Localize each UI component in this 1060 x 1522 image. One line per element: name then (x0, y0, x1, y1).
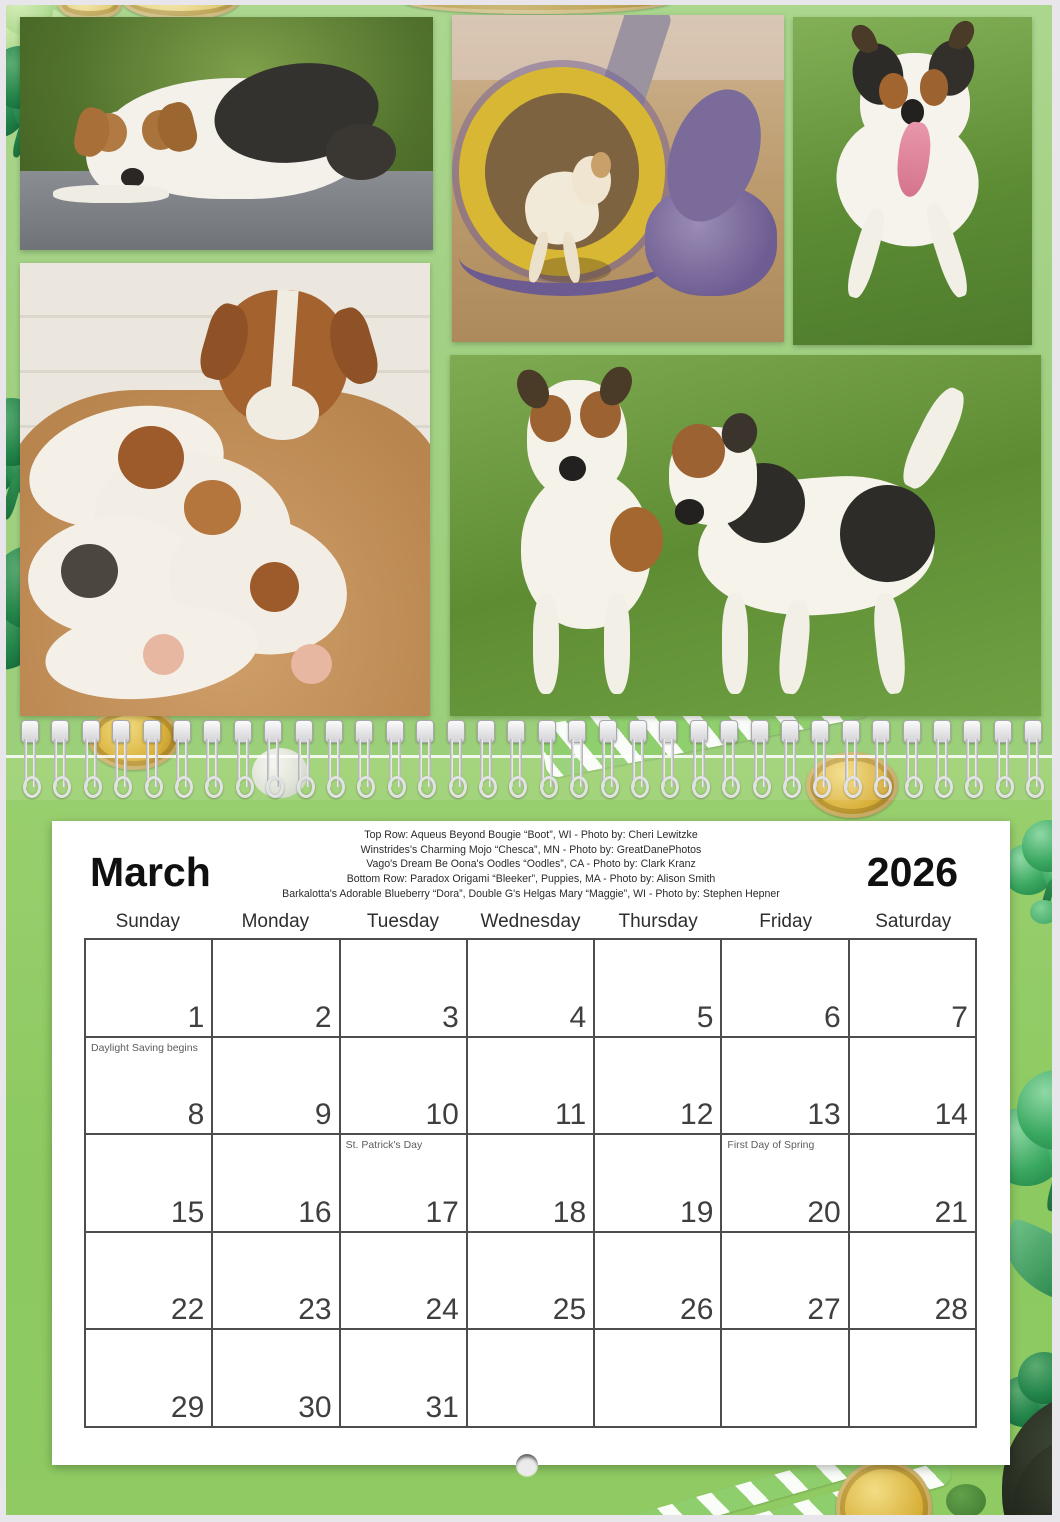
spiral-loop (780, 720, 800, 798)
green-dot-decoration (946, 1484, 986, 1518)
decor-shape (114, 776, 132, 798)
date-number: 16 (298, 1195, 332, 1229)
hang-hole-punch (516, 1454, 538, 1476)
calendar-cell (595, 1330, 722, 1428)
decor-shape (266, 776, 284, 798)
date-number: 31 (425, 1390, 459, 1424)
decor-shape (418, 776, 436, 798)
calendar-cell (850, 1038, 977, 1136)
spiral-loop (172, 720, 192, 798)
date-number: 29 (170, 1390, 205, 1424)
calendar-cell (722, 1135, 849, 1233)
weekday-header-row (84, 911, 977, 933)
decor-shape (53, 776, 71, 798)
photo-border-edge (1052, 0, 1060, 1522)
calendar-cell (213, 1233, 340, 1331)
date-number: 26 (680, 1293, 714, 1327)
date-number: 27 (807, 1293, 841, 1327)
calendar-cell (850, 1135, 977, 1233)
decor-shape (783, 776, 801, 798)
calendar-cell (86, 1233, 213, 1331)
photo-border-edge (0, 0, 6, 1522)
calendar-cell (468, 1330, 595, 1428)
calendar-cell (850, 1330, 977, 1428)
date-number: 22 (170, 1293, 205, 1327)
spiral-loop (506, 720, 526, 798)
decor-shape (601, 776, 619, 798)
spiral-loop (658, 720, 678, 798)
calendar-cell (468, 1233, 595, 1331)
calendar-page (52, 821, 1010, 1465)
calendar-cell (341, 1330, 468, 1428)
date-number: 25 (552, 1293, 587, 1327)
spiral-loop (20, 720, 40, 798)
calendar-cell (86, 940, 213, 1038)
decor-shape (23, 776, 41, 798)
decor-shape (84, 776, 102, 798)
calendar-cell (850, 940, 977, 1038)
photo-credit-line: Bottom Row: Paradox Origami “Bleeker”, Puppies, MA - Photo by: Alison Smith (346, 873, 716, 886)
date-number: 21 (934, 1195, 968, 1229)
calendar-cell (341, 1038, 468, 1136)
calendar-cell (213, 1330, 340, 1428)
spiral-loop (415, 720, 435, 798)
calendar-cell (468, 1135, 595, 1233)
holiday-label: Daylight Saving begins (91, 1041, 198, 1054)
weekday-header: Sunday (115, 911, 181, 932)
date-number: 4 (569, 1000, 587, 1034)
spiral-loop (294, 720, 314, 798)
decor-shape (844, 776, 862, 798)
calendar-cell (722, 1233, 849, 1331)
month-title: March (90, 849, 211, 895)
spiral-loop (628, 720, 648, 798)
decor-shape (145, 776, 163, 798)
weekday-header: Saturday (875, 911, 952, 932)
date-number: 15 (170, 1195, 205, 1229)
calendar-cell (341, 1233, 468, 1331)
decor-shape (205, 776, 223, 798)
decor-shape (449, 776, 467, 798)
spiral-loop (993, 720, 1013, 798)
calendar-cell (341, 1135, 468, 1233)
spiral-loop (385, 720, 405, 798)
decor-shape (813, 776, 831, 798)
calendar-cell (213, 940, 340, 1038)
spiral-loop (1023, 720, 1043, 798)
spiral-loop (354, 720, 374, 798)
date-number: 7 (951, 1000, 968, 1034)
calendar-cell (850, 1233, 977, 1331)
calendar-cell (722, 940, 849, 1038)
spiral-loop (902, 720, 922, 798)
date-number: 28 (934, 1293, 968, 1327)
calendar-cell (595, 940, 722, 1038)
year-title: 2026 (866, 849, 958, 895)
decor-shape (236, 776, 254, 798)
spiral-loop (111, 720, 131, 798)
decor-shape (965, 776, 983, 798)
decor-shape (388, 776, 406, 798)
decor-shape (479, 776, 497, 798)
calendar-cell (213, 1135, 340, 1233)
spiral-loop (263, 720, 283, 798)
spiral-loop (598, 720, 618, 798)
photo-credit-line: Vago's Dream Be Oona's Oodles “Oodles”, CA - Photo by: Clark Kranz (366, 858, 696, 871)
spiral-loop (233, 720, 253, 798)
date-number: 8 (187, 1098, 205, 1132)
date-number: 18 (552, 1195, 587, 1229)
weekday-header: Monday (241, 911, 310, 932)
spiral-loop (962, 720, 982, 798)
date-number: 3 (442, 1000, 459, 1034)
spiral-loop (567, 720, 587, 798)
decor-shape (722, 776, 740, 798)
spiral-loop (841, 720, 861, 798)
date-number: 24 (425, 1293, 459, 1327)
spiral-loop (476, 720, 496, 798)
spiral-loop (810, 720, 830, 798)
date-number: 12 (680, 1098, 714, 1132)
spiral-loop (719, 720, 739, 798)
spiral-loop (202, 720, 222, 798)
calendar-cell (86, 1038, 213, 1136)
photo-credit-line: Barkalotta's Adorable Blueberry “Dora”, Double G's Helgas Mary “Maggie”, WI - Photo by: Stephen Hepner (282, 887, 780, 900)
decor-shape (327, 776, 345, 798)
calendar-cell (595, 1135, 722, 1233)
decor-shape (935, 776, 953, 798)
decor-shape (297, 776, 315, 798)
decor-shape (661, 776, 679, 798)
calendar-cell (468, 1038, 595, 1136)
weekday-header: Friday (759, 911, 813, 932)
date-number: 30 (298, 1390, 332, 1424)
decor-shape (692, 776, 710, 798)
spiral-loop (50, 720, 70, 798)
spiral-loop (689, 720, 709, 798)
date-number: 6 (824, 1000, 841, 1034)
date-number: 10 (425, 1098, 459, 1132)
decor-shape (175, 776, 193, 798)
holiday-label: First Day of Spring (727, 1139, 815, 1152)
date-number: 14 (934, 1098, 968, 1132)
date-number: 19 (680, 1195, 714, 1229)
calendar-cell (86, 1135, 213, 1233)
date-number: 23 (298, 1293, 332, 1327)
spiral-loop (537, 720, 557, 798)
decor-shape (570, 776, 588, 798)
calendar-cell (722, 1038, 849, 1136)
spiral-loop (750, 720, 770, 798)
spiral-loop (324, 720, 344, 798)
date-number: 11 (554, 1098, 587, 1132)
date-number: 2 (314, 1000, 332, 1034)
calendar-cell (722, 1330, 849, 1428)
calendar-cell (468, 940, 595, 1038)
calendar-grid (84, 938, 977, 1428)
calendar-cell (595, 1038, 722, 1136)
decor-shape (540, 776, 558, 798)
spiral-loop (142, 720, 162, 798)
calendar-cell (86, 1330, 213, 1428)
holiday-label: St. Patrick's Day (345, 1139, 423, 1152)
date-number: 1 (187, 1000, 205, 1034)
photo-credit-line: Winstrides's Charming Mojo “Chesca”, MN - Photo by: GreatDanePhotos (360, 843, 702, 856)
spiral-loop (871, 720, 891, 798)
calendar-cell (595, 1233, 722, 1331)
calendar-cell (341, 940, 468, 1038)
decor-shape (996, 776, 1014, 798)
decor-shape (905, 776, 923, 798)
date-number: 17 (425, 1195, 459, 1229)
weekday-header: Wednesday (480, 911, 581, 932)
weekday-header: Tuesday (366, 911, 440, 932)
date-number: 9 (314, 1098, 332, 1132)
date-number: 20 (807, 1195, 841, 1229)
photo-border-edge (0, 1515, 1060, 1522)
spiral-loop (446, 720, 466, 798)
photo-border-edge (0, 0, 1060, 5)
decor-shape (753, 776, 771, 798)
weekday-header: Thursday (618, 911, 698, 932)
decor-shape (357, 776, 375, 798)
decor-shape (1026, 776, 1044, 798)
photo-credit-line: Top Row: Aqueus Beyond Bougie “Boot”, WI - Photo by: Cheri Lewitzke (364, 829, 698, 841)
date-number: 5 (696, 1000, 714, 1034)
spiral-loop (932, 720, 952, 798)
date-number: 13 (807, 1098, 841, 1132)
calendar-cell (213, 1038, 340, 1136)
decor-shape (509, 776, 527, 798)
spiral-loop (81, 720, 101, 798)
decor-shape (631, 776, 649, 798)
decor-shape (874, 776, 892, 798)
